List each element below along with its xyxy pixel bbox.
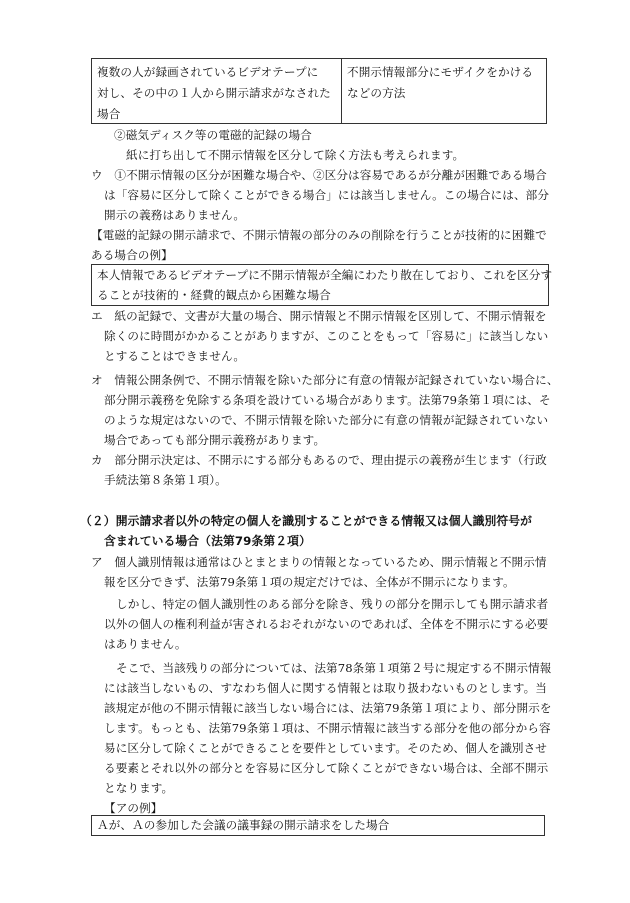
item-a-line: そこで、当該残りの部分については、法第78条第１項第２号に規定する不開示情報 — [116, 661, 552, 675]
section-2-heading: （２）開示請求者以外の特定の個人を識別することができる情報又は個人識別符号が — [80, 514, 533, 528]
item-a-line: には該当しないもの、すなわち個人に関する情報とは取り扱わないものとします。当 — [104, 681, 547, 695]
magnetic-text: 紙に打ち出して不開示情報を区分して除く方法も考えられます。 — [126, 148, 465, 162]
item-o-line: 部分開示義務を免除する条項を設けている場合があります。法第79条第１項には、そ — [104, 393, 551, 407]
item-u-line: 開示の義務はありません。 — [104, 208, 246, 222]
item-a-line: はありません。 — [104, 637, 187, 651]
item-a-line: となります。 — [104, 781, 174, 795]
item-a-line: 該規定が他の不開示情報に該当しない場合には、法第79条第１項により、部分開示を — [104, 701, 552, 715]
table-divider — [341, 58, 342, 124]
electronic-example-line: 本人情報であるビデオテープに不開示情報が全編にわたり散在しており、これを区分す — [97, 268, 553, 282]
item-o-line: オ 情報公開条例で、不開示情報を除いた部分に有意の情報が記録されていない場合に、 — [91, 373, 559, 387]
item-a-line: 報を区分できず、法第79条第１項の規定だけでは、全体が不開示になります。 — [104, 575, 515, 589]
item-u-line: ウ ①不開示情報の区分が困難な場合や、②区分は容易であるが分離が困難である場合 — [91, 168, 547, 182]
item-a-example-title: 【アの例】 — [104, 801, 163, 815]
item-a-line: 易に区分して除くことができることを要件としています。そのため、個人を識別させ — [104, 741, 547, 755]
magnetic-heading: ②磁気ディスク等の電磁的記録の場合 — [114, 128, 312, 142]
item-a-example-text: Ａが、Ａの参加した会議の議事録の開示請求をした場合 — [97, 818, 390, 832]
item-ka-line: カ 部分開示決定は、不開示にする部分もあるので、理由提示の義務が生じます（行政 — [91, 453, 547, 467]
table-right-line: などの方法 — [347, 86, 406, 100]
table-left-line: 対し、その中の１人から開示請求がなされた — [97, 86, 331, 100]
item-e-line: 除くのに時間がかかることがありますが、このことをもって「容易に」に該当しない — [104, 329, 549, 343]
item-a-line: します。もっとも、法第79条第１項は、不開示情報に該当する部分を他の部分から容 — [104, 721, 551, 735]
section-2-heading: 含まれている場合（法第79条第２項） — [104, 534, 311, 548]
item-e-line: とすることはできません。 — [104, 349, 246, 363]
table-left-line: 複数の人が録画されているビデオテープに — [97, 65, 319, 79]
item-a-line: 以外の個人の権利利益が害されるおそれがないのであれば、全体を不開示にする必要 — [104, 617, 549, 631]
item-o-line: 場合であっても部分開示義務があります。 — [104, 433, 326, 447]
table-right-line: 不開示情報部分にモザイクをかける — [347, 65, 534, 79]
item-a-line: しかし、特定の個人識別性のある部分を除き、残りの部分を開示しても開示請求者 — [116, 597, 549, 611]
item-e-line: エ 紙の記録で、文書が大量の場合、開示情報と不開示情報を区別して、不開示情報を — [91, 309, 547, 323]
item-ka-line: 手続法第８条第１項）。 — [104, 473, 227, 487]
electronic-example-line: ることが技術的・経費的観点から困難な場合 — [97, 288, 331, 302]
item-u-line: は「容易に区分して除くことができる場合」には該当しません。この場合には、部分 — [104, 188, 550, 202]
table-left-line: 場合 — [97, 107, 121, 121]
electronic-example-title: ある場合の例】 — [91, 248, 173, 262]
item-a-line: る要素とそれ以外の部分とを容易に区分して除くことができない場合は、全部不開示 — [104, 761, 549, 775]
item-o-line: のような規定はないので、不開示情報を除いた部分に有意の情報が記録されていない — [104, 413, 549, 427]
item-a-line: ア 個人識別情報は通常はひとまとまりの情報となっているため、開示情報と不開示情 — [91, 555, 547, 569]
electronic-example-title: 【電磁的記録の開示請求で、不開示情報の部分のみの削除を行うことが技術的に困難で — [91, 228, 547, 242]
